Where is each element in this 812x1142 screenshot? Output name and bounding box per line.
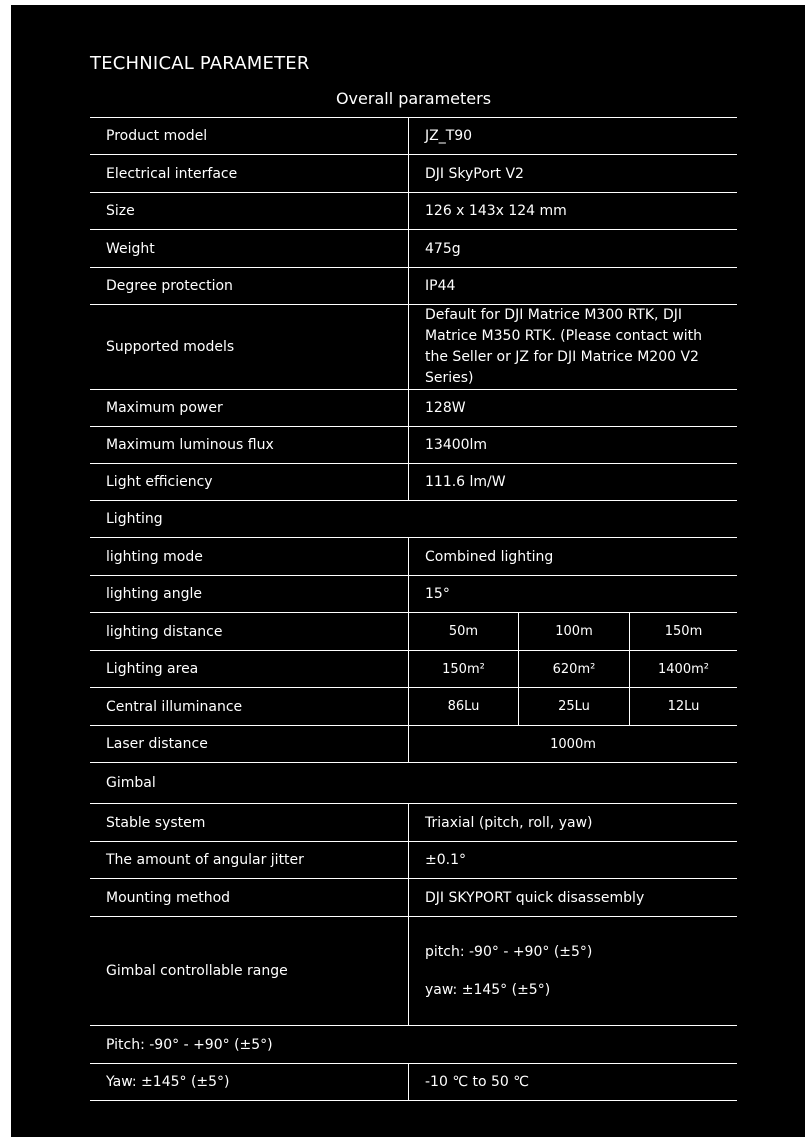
row-value: 13400lm [408,427,737,463]
table-row [90,842,737,879]
row-label: Supported models [106,339,235,355]
row-label: Central illuminance [106,698,243,715]
row-value: 15° [408,576,737,612]
row-value: Default for DJI Matrice M300 RTK, DJI Matrice M350 RTK. (Please contact with the Seller or JZ for DJI Matrice M200 V2 Series) [408,305,737,389]
section-label: Gimbal [106,775,156,791]
row-value: 126 x 143x 124 mm [408,193,737,229]
section-row-lighting [90,501,737,538]
table-row [90,917,737,1026]
sub-value: 1400m² [629,651,737,687]
table-row [90,726,737,763]
page-title: TECHNICAL PARAMETER [90,53,310,74]
row-label: Product model [106,128,208,144]
row-label: Maximum power [106,400,223,416]
row-label: Mounting method [106,889,231,906]
row-label: Maximum luminous flux [106,437,274,453]
pitch-range: pitch: -90° - +90° (±5°) [425,944,593,960]
sub-value: 86Lu [408,688,518,725]
table-row [90,651,737,688]
row-value: IP44 [408,268,737,304]
row-label: Weight [106,240,155,257]
table-row [90,613,737,651]
row-label: Gimbal controllable range [106,963,288,979]
row-value: 128W [408,390,737,426]
row-label: Light efficiency [106,474,213,490]
sub-value: 150m [629,613,737,650]
row-label: Electrical interface [106,165,238,182]
row-label: Degree protection [106,278,233,294]
table-row [90,305,737,390]
spec-panel [11,5,805,1137]
row-value [408,917,737,1025]
sub-value: 1000m [408,726,737,762]
table-row [90,427,737,464]
row-value: Combined lighting [408,538,737,575]
row-label: lighting angle [106,586,202,602]
row-label: lighting distance [106,623,223,640]
sub-value: 100m [518,613,629,650]
table-row [90,538,737,576]
sub-value: 25Lu [518,688,629,725]
sub-value: 150m² [408,651,518,687]
table-row [90,268,737,305]
row-value: JZ_T90 [408,118,737,154]
table-row [90,193,737,230]
sub-value: 620m² [518,651,629,687]
row-value: 475g [408,230,737,267]
row-label: Stable system [106,814,206,831]
section-label: Lighting [106,511,163,527]
pitch-row-label: Pitch: -90° - +90° (±5°) [106,1036,273,1053]
row-label: Laser distance [106,736,208,752]
table-row [90,804,737,842]
row-value: DJI SkyPort V2 [408,155,737,192]
table-row [90,1026,737,1064]
row-value: Triaxial (pitch, roll, yaw) [408,804,737,841]
sub-value: 12Lu [629,688,737,725]
table-row [90,879,737,917]
row-label: Lighting area [106,661,199,677]
yaw-range: yaw: ±145° (±5°) [425,982,551,998]
row-label: The amount of angular jitter [106,852,304,868]
section-row-gimbal [90,763,737,804]
table-row [90,117,737,155]
row-value: 111.6 lm/W [408,464,737,500]
row-label: Yaw: ±145° (±5°) [106,1074,230,1090]
row-value: ±0.1° [408,842,737,878]
table-row [90,464,737,501]
row-label: Size [106,203,135,219]
row-value: DJI SKYPORT quick disassembly [408,879,737,916]
table-row [90,230,737,268]
sub-value: 50m [408,613,518,650]
table-row [90,390,737,427]
table-row [90,688,737,726]
table-row [90,576,737,613]
row-value: -10 ℃ to 50 ℃ [408,1064,737,1100]
table-row [90,1064,737,1101]
section-subtitle: Overall parameters [335,89,492,108]
row-label: lighting mode [106,548,203,565]
table-row [90,155,737,193]
